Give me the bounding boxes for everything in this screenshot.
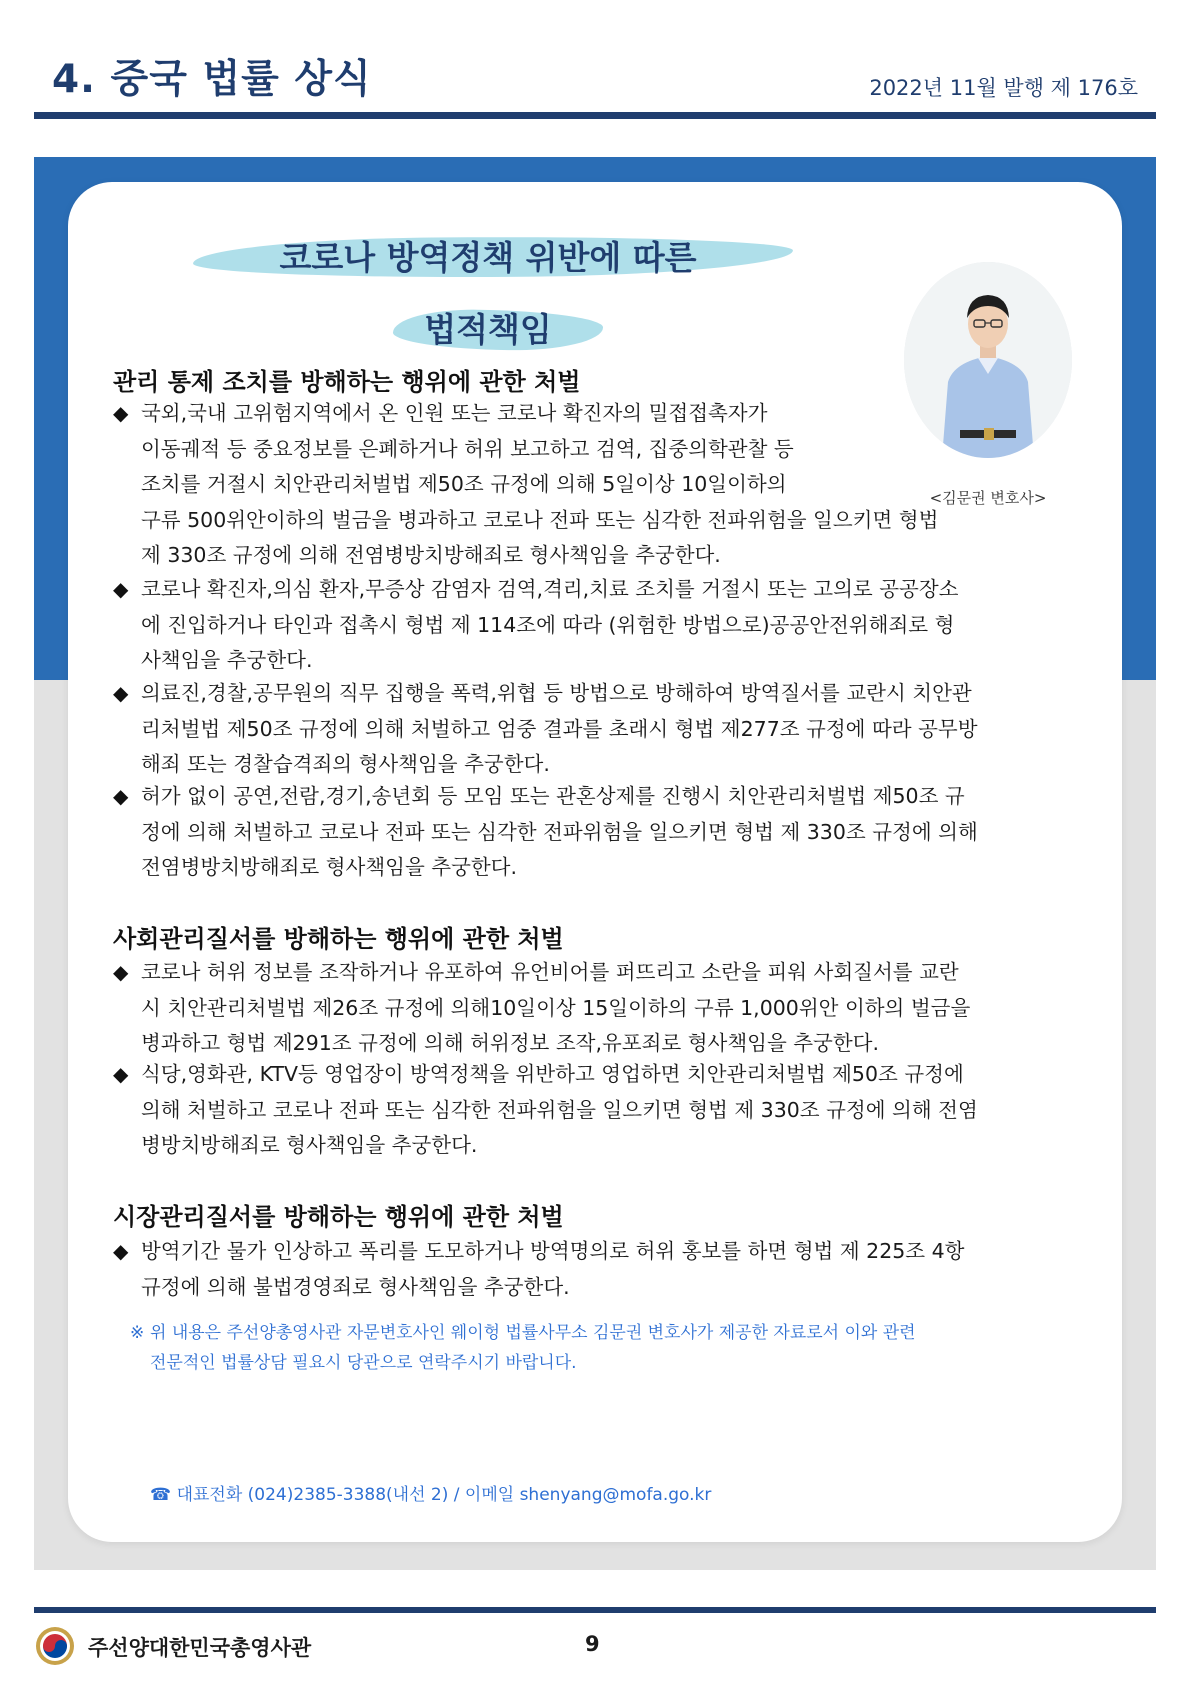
section-heading: 관리 통제 조치를 방해하는 행위에 관한 처벌 bbox=[113, 368, 581, 396]
page-section-title: 4. 중국 법률 상식 bbox=[52, 57, 372, 102]
bullet-diamond-icon: ◆ bbox=[113, 577, 129, 601]
portrait-caption: <김문권 변호사> bbox=[929, 489, 1047, 507]
note-mark: ※ bbox=[130, 1323, 145, 1343]
bullet-diamond-icon: ◆ bbox=[113, 1062, 129, 1086]
footer-divider bbox=[34, 1607, 1156, 1613]
consulate-emblem-icon bbox=[35, 1626, 75, 1666]
bullet-diamond-icon: ◆ bbox=[113, 681, 129, 705]
bullet-item bbox=[113, 955, 1103, 1062]
footer-organization: 주선양대한민국총영사관 bbox=[88, 1636, 312, 1660]
bullet-diamond-icon: ◆ bbox=[113, 401, 129, 425]
bullet-text: 식당,영화관, KTV등 영업장이 방역정책을 위반하고 영업하면 치안관리처벌법 제50조 규정에 의해 처벌하고 코로나 전파 또는 심각한 전파위험을 일으키면 형법 제 330조 규정에 의해 전염 병방치방해죄로 형사책임을 추궁한다. bbox=[141, 1062, 978, 1157]
bullet-item bbox=[113, 396, 1103, 574]
section-heading: 시장관리질서를 방해하는 행위에 관한 처벌 bbox=[113, 1203, 564, 1231]
disclaimer-note bbox=[130, 1318, 1090, 1378]
article-title-line2: 법적책임 bbox=[424, 310, 552, 349]
bullet-item bbox=[113, 676, 1103, 783]
bullet-item bbox=[113, 572, 1103, 679]
issue-label: 2022년 11월 발행 제 176호 bbox=[869, 76, 1138, 100]
bullet-item bbox=[113, 1057, 1103, 1164]
note-text: 위 내용은 주선양총영사관 자문변호사인 웨이헝 법률사무소 김문권 변호사가 제공한 자료로서 이와 관련 전문적인 법률상담 필요시 당관으로 연락주시기 바랍니다. bbox=[150, 1323, 916, 1373]
bullet-text: 코로나 확진자,의심 환자,무증상 감염자 검역,격리,치료 조치를 거절시 또는 고의로 공공장소 에 진입하거나 타인과 접촉시 형법 제 114조에 따라 (위험한 방법으로)공공안전위해죄로 형 사책임을 추궁한다. bbox=[141, 577, 959, 672]
header-divider bbox=[34, 112, 1156, 119]
bullet-diamond-icon: ◆ bbox=[113, 1239, 129, 1263]
bullet-diamond-icon: ◆ bbox=[113, 784, 129, 808]
bullet-diamond-icon: ◆ bbox=[113, 960, 129, 984]
bullet-item bbox=[113, 779, 1103, 886]
bullet-text: 의료진,경찰,공무원의 직무 집행을 폭력,위협 등 방법으로 방해하여 방역질서를 교란시 치안관 리처벌법 제50조 규정에 의해 처벌하고 엄중 결과를 초래시 형법 제277조 규정에 따라 공무방 해죄 또는 경찰습격죄의 형사책임을 추궁한다. bbox=[141, 681, 978, 776]
bullet-text: 코로나 허위 정보를 조작하거나 유포하여 유언비어를 퍼뜨리고 소란을 피워 사회질서를 교란 시 치안관리처벌법 제26조 규정에 의해10일이상 15일이하의 구류 1,000위안 이하의 벌금을 병과하고 형법 제291조 규정에 의해 허위정보 조작,유포죄로 형사책임을 추궁한다. bbox=[141, 960, 971, 1055]
bullet-text: 방역기간 물가 인상하고 폭리를 도모하거나 방역명의로 허위 홍보를 하면 형법 제 225조 4항 규정에 의해 불법경영죄로 형사책임을 추궁한다. bbox=[141, 1239, 965, 1299]
section-heading: 사회관리질서를 방해하는 행위에 관한 처벌 bbox=[113, 925, 564, 953]
bullet-text: 국외,국내 고위험지역에서 온 인원 또는 코로나 확진자의 밀접접촉자가 이동궤적 등 중요정보를 은폐하거나 허위 보고하고 검역, 집중의학관찰 등 조치를 거절시 치안관리처벌법 제50조 규정에 의해 5일이상 10일이하의 구류 500위안이하의 벌금을 병과하고 코로나 전파 또는 심각한 전파위험을 일으키면 형법 제 330조 규정에 의해 전염병방치방해죄로 형사책임을 추궁한다. bbox=[141, 401, 939, 567]
article-card bbox=[68, 182, 1122, 1542]
contact-info: ☎ 대표전화 (024)2385-3388(내선 2) / 이메일 shenyang@mofa.go.kr bbox=[150, 1485, 712, 1505]
page-number: 9 bbox=[585, 1632, 600, 1656]
article-title-line1: 코로나 방역정책 위반에 따른 bbox=[279, 238, 697, 277]
bullet-item bbox=[113, 1234, 1103, 1305]
bullet-text: 허가 없이 공연,전람,경기,송년회 등 모임 또는 관혼상제를 진행시 치안관리처벌법 제50조 규 정에 의해 처벌하고 코로나 전파 또는 심각한 전파위험을 일으키면 형법 제 330조 규정에 의해 전염병방치방해죄로 형사책임을 추궁한다. bbox=[141, 784, 978, 879]
